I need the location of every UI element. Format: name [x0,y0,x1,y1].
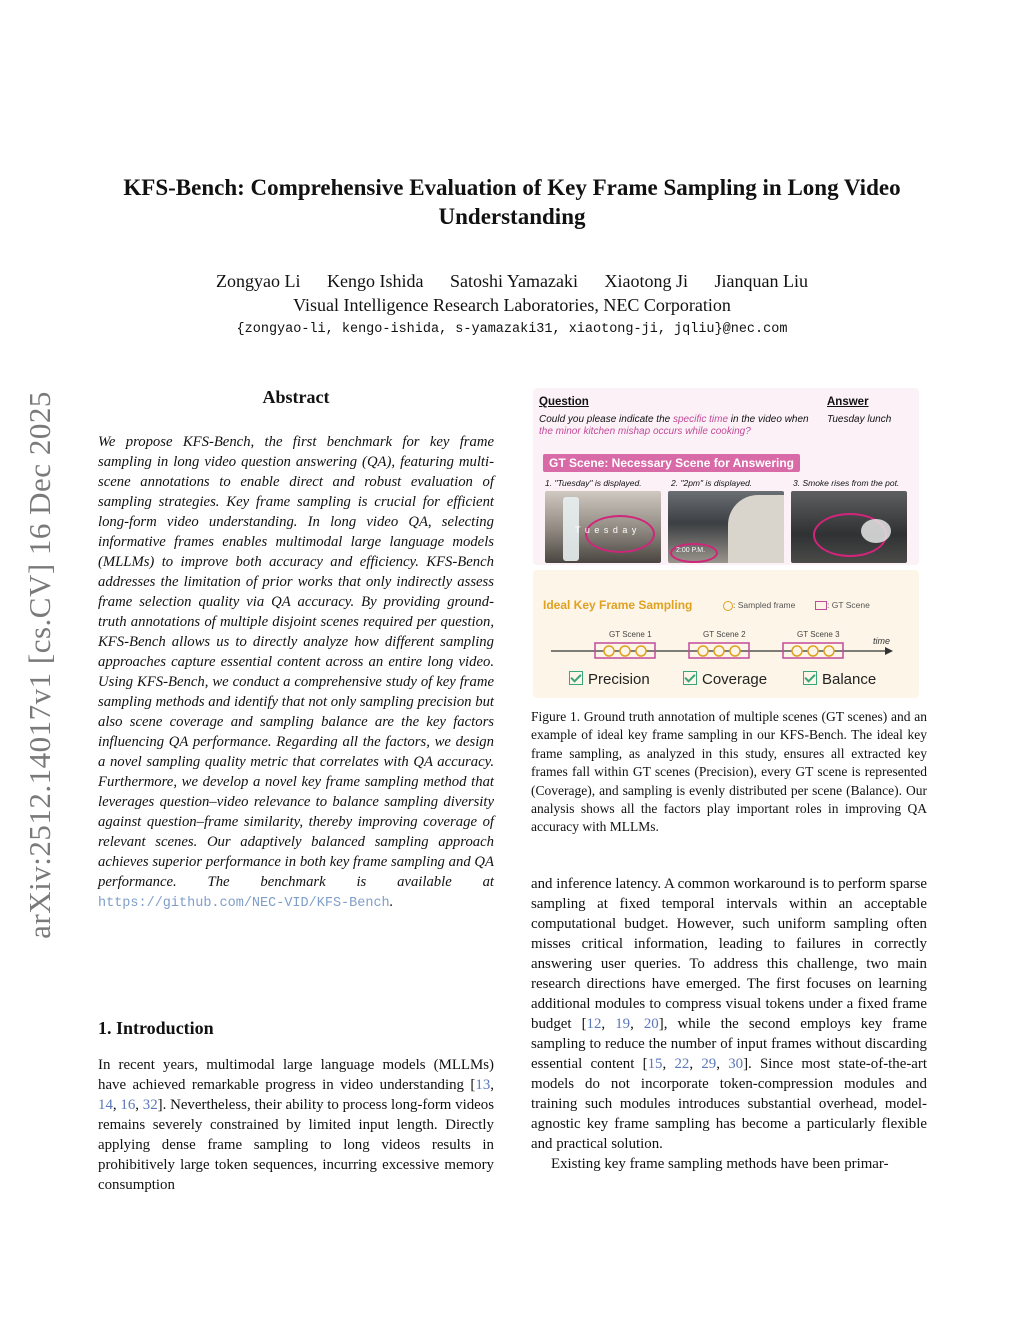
check-balance [803,670,876,688]
text-run: and inference latency. A common workaround is to perform sparse sampling at fixed temporal intervals within an acceptable computational budget. However, such uniform sampling often misses critical information, leading to failures in correctly answering user queries. To address this challenge, two main research directions have emerged. The first focuses on learning additional modules to compress visual tokens under a fixed frame budget [ [531,876,927,1032]
gt-scene-label: GT Scene 1 [609,630,652,639]
legend-text: : Sampled frame [733,600,796,610]
frame-overlay-text: 2:00 P.M. [676,547,706,554]
gt-scene-label: GT Scene 3 [797,630,840,639]
check-precision [569,670,650,688]
author: Satoshi Yamazaki [449,271,578,291]
scene-caption: 1. "Tuesday" is displayed. [545,478,642,488]
section-heading-introduction: 1. Introduction [98,1018,214,1038]
scene-caption: 3. Smoke rises from the pot. [793,478,900,488]
key-frame-sampling-title: Ideal Key Frame Sampling [543,598,693,612]
affiliation: Visual Intelligence Research Laboratories, NEC Corporation [293,295,731,315]
scene-caption: 2. "2pm" is displayed. [671,478,753,488]
author: Jianquan Liu [714,271,808,291]
check-coverage [683,670,767,688]
legend-text: : GT Scene [827,600,870,610]
check-label: Precision [588,671,650,688]
author: Zongyao Li [216,271,301,291]
text-run: in the video when [728,414,809,425]
citation-link[interactable]: 13 [475,1077,491,1093]
figure-1 [531,386,921,701]
checkbox-icon [569,671,583,685]
sampling-timeline [531,386,921,701]
checkbox-icon [803,671,817,685]
intro-paragraph: In recent years, multimodal large language models (MLLMs) have achieved remarkable progress in video understanding [13, 14, 16, 32]. Nevertheless, their ability to process long-form videos remains severely constrained by limited input length. Directly applying dense frame sampling to long videos results in prohibitively large token sequences, incurring excessive memory consumption [98,1057,495,1193]
citation-link[interactable]: 16 [120,1097,136,1113]
arxiv-sidebar [10,370,70,960]
arxiv-id: arXiv:2512.14017v1 [cs.CV] 16 Dec 2025 [22,391,57,939]
citation-link[interactable]: 19 [615,1016,631,1032]
github-link[interactable]: https://github.com/NEC-VID/KFS-Bench [98,896,390,911]
text-run: In recent years, multimodal large language models (MLLMs) have achieved remarkable progress in video understanding [ [98,1057,494,1093]
abstract-body [98,432,494,914]
author-emails: {zongyao-li, kengo-ishida, s-yamazaki31, xiaotong-ji, jqliu}@nec.com [236,322,788,337]
text-run: Could you please indicate the [539,414,673,425]
paragraph: and inference latency. A common workaround is to perform sparse sampling at fixed temporal intervals within an acceptable computational budget. However, such uniform sampling often misses critical information, leading to failures in correctly answering user queries. To address this challenge, two main research directions have emerged. The first focuses on learning additional modules to compress visual tokens under a fixed frame budget [12, 19, 20], while the second employs key frame sampling to reduce the number of input frames without discarding essential content [15, 22, 29, 30]. Since most state-of-the-art models do not incorporate token-compression modules and training such modules introduces substantial overhead, model-agnostic key frame sampling has become a particularly flexible and practical solution. [531,876,928,1152]
abstract-heading: Abstract [262,387,330,407]
highlight: the minor kitchen mishap occurs while cooking? [539,426,751,437]
time-axis-label: time [873,636,891,646]
check-label: Coverage [702,671,768,688]
author: Xiaotong Ji [604,271,688,291]
citation-link[interactable]: 12 [586,1016,602,1032]
text-run: ], while the second employs key frame sampling to reduce the number of input frames without discarding essential content [ [531,1016,927,1072]
paragraph: Existing key frame sampling methods have been primar- [551,1156,889,1172]
paper-title: KFS-Bench: Comprehensive Evaluation of Key Frame Sampling in Long Video Understanding [123,175,901,229]
frame-overlay-text: T u e s d a y [575,525,638,535]
text-run: ]. Nevertheless, their ability to process long-form videos remains severely constrained by limited input length. Directly applying dense frame sampling to long videos results in prohibitively large token sequences, incurring excessive memory consumption [98,1097,495,1193]
answer-label: Answer [827,396,869,408]
question-label: Question [539,396,589,408]
author-list [90,271,934,292]
abstract-end: . [389,894,394,910]
citation-link[interactable]: 29 [701,1056,717,1072]
citation-link[interactable]: 22 [674,1056,690,1072]
citation-link[interactable]: 30 [728,1056,744,1072]
checkbox-icon [683,671,697,685]
gt-scene-title: GT Scene: Necessary Scene for Answering [543,454,800,472]
gt-scene-label: GT Scene 2 [703,630,746,639]
citation-link[interactable]: 20 [643,1016,659,1032]
author: Kengo Ishida [327,271,424,291]
answer-text: Tuesday lunch [827,414,892,425]
check-label: Balance [822,671,877,688]
citation-link[interactable]: 32 [142,1097,158,1113]
figure-caption: Figure 1. Ground truth annotation of multiple scenes (GT scenes) and an example of ideal key frame sampling in our KFS-Bench. The ideal key frame sampling, as analyzed in this study, ensures all extracted key frames fall within GT scenes (Precision), every GT scene is represented (Coverage), and sampling is evenly distributed per scene (Balance). Our analysis shows all the factors play important roles in improving QA accuracy with MLLMs. [531,709,927,835]
citation-link[interactable]: 15 [647,1056,663,1072]
abstract-text: We propose KFS-Bench, the first benchmark for key frame sampling in long video question answering (QA), featuring multi-scene annotations to enable direct and robust evaluation of sampling strategies. Key frame sampling is crucial for efficient long-form video understanding. In long video QA, selecting informative frames enables multimodal large language models (MLLMs) to improve both accuracy and efficiency. KFS-Bench addresses the limitation of prior works that only indirectly assess frame selection quality via QA accuracy. By providing ground-truth annotations of multiple disjoint scenes required per question, KFS-Bench allows us to directly analyze how different sampling approaches capture essential content across an entire long video. Using KFS-Bench, we conduct a comprehensive study of key frame sampling methods and identify that not only sampling precision but also scene coverage and sampling balance are the key factors influencing QA performance. Regarding all the factors, we design a novel sampling quality metric that correlates with QA accuracy. Furthermore, we develop a novel key frame sampling method that leverages question–video relevance to balance sampling diversity against question–frame similarity, thereby improving coverage of relevant scenes. Our adaptively balanced sampling approach achieves superior performance in both key frame sampling and QA performance. The benchmark is available at [98,434,494,890]
citation-link[interactable]: 14 [98,1097,113,1113]
highlight: specific time [672,414,728,425]
text-run: ]. Since most state-of-the-art models do not incorporate token-compression modules and training such modules introduces substantial overhead, model-agnostic key frame sampling has become a particularly flexible and practical solution. [531,1056,928,1152]
right-column-text [531,874,927,1174]
